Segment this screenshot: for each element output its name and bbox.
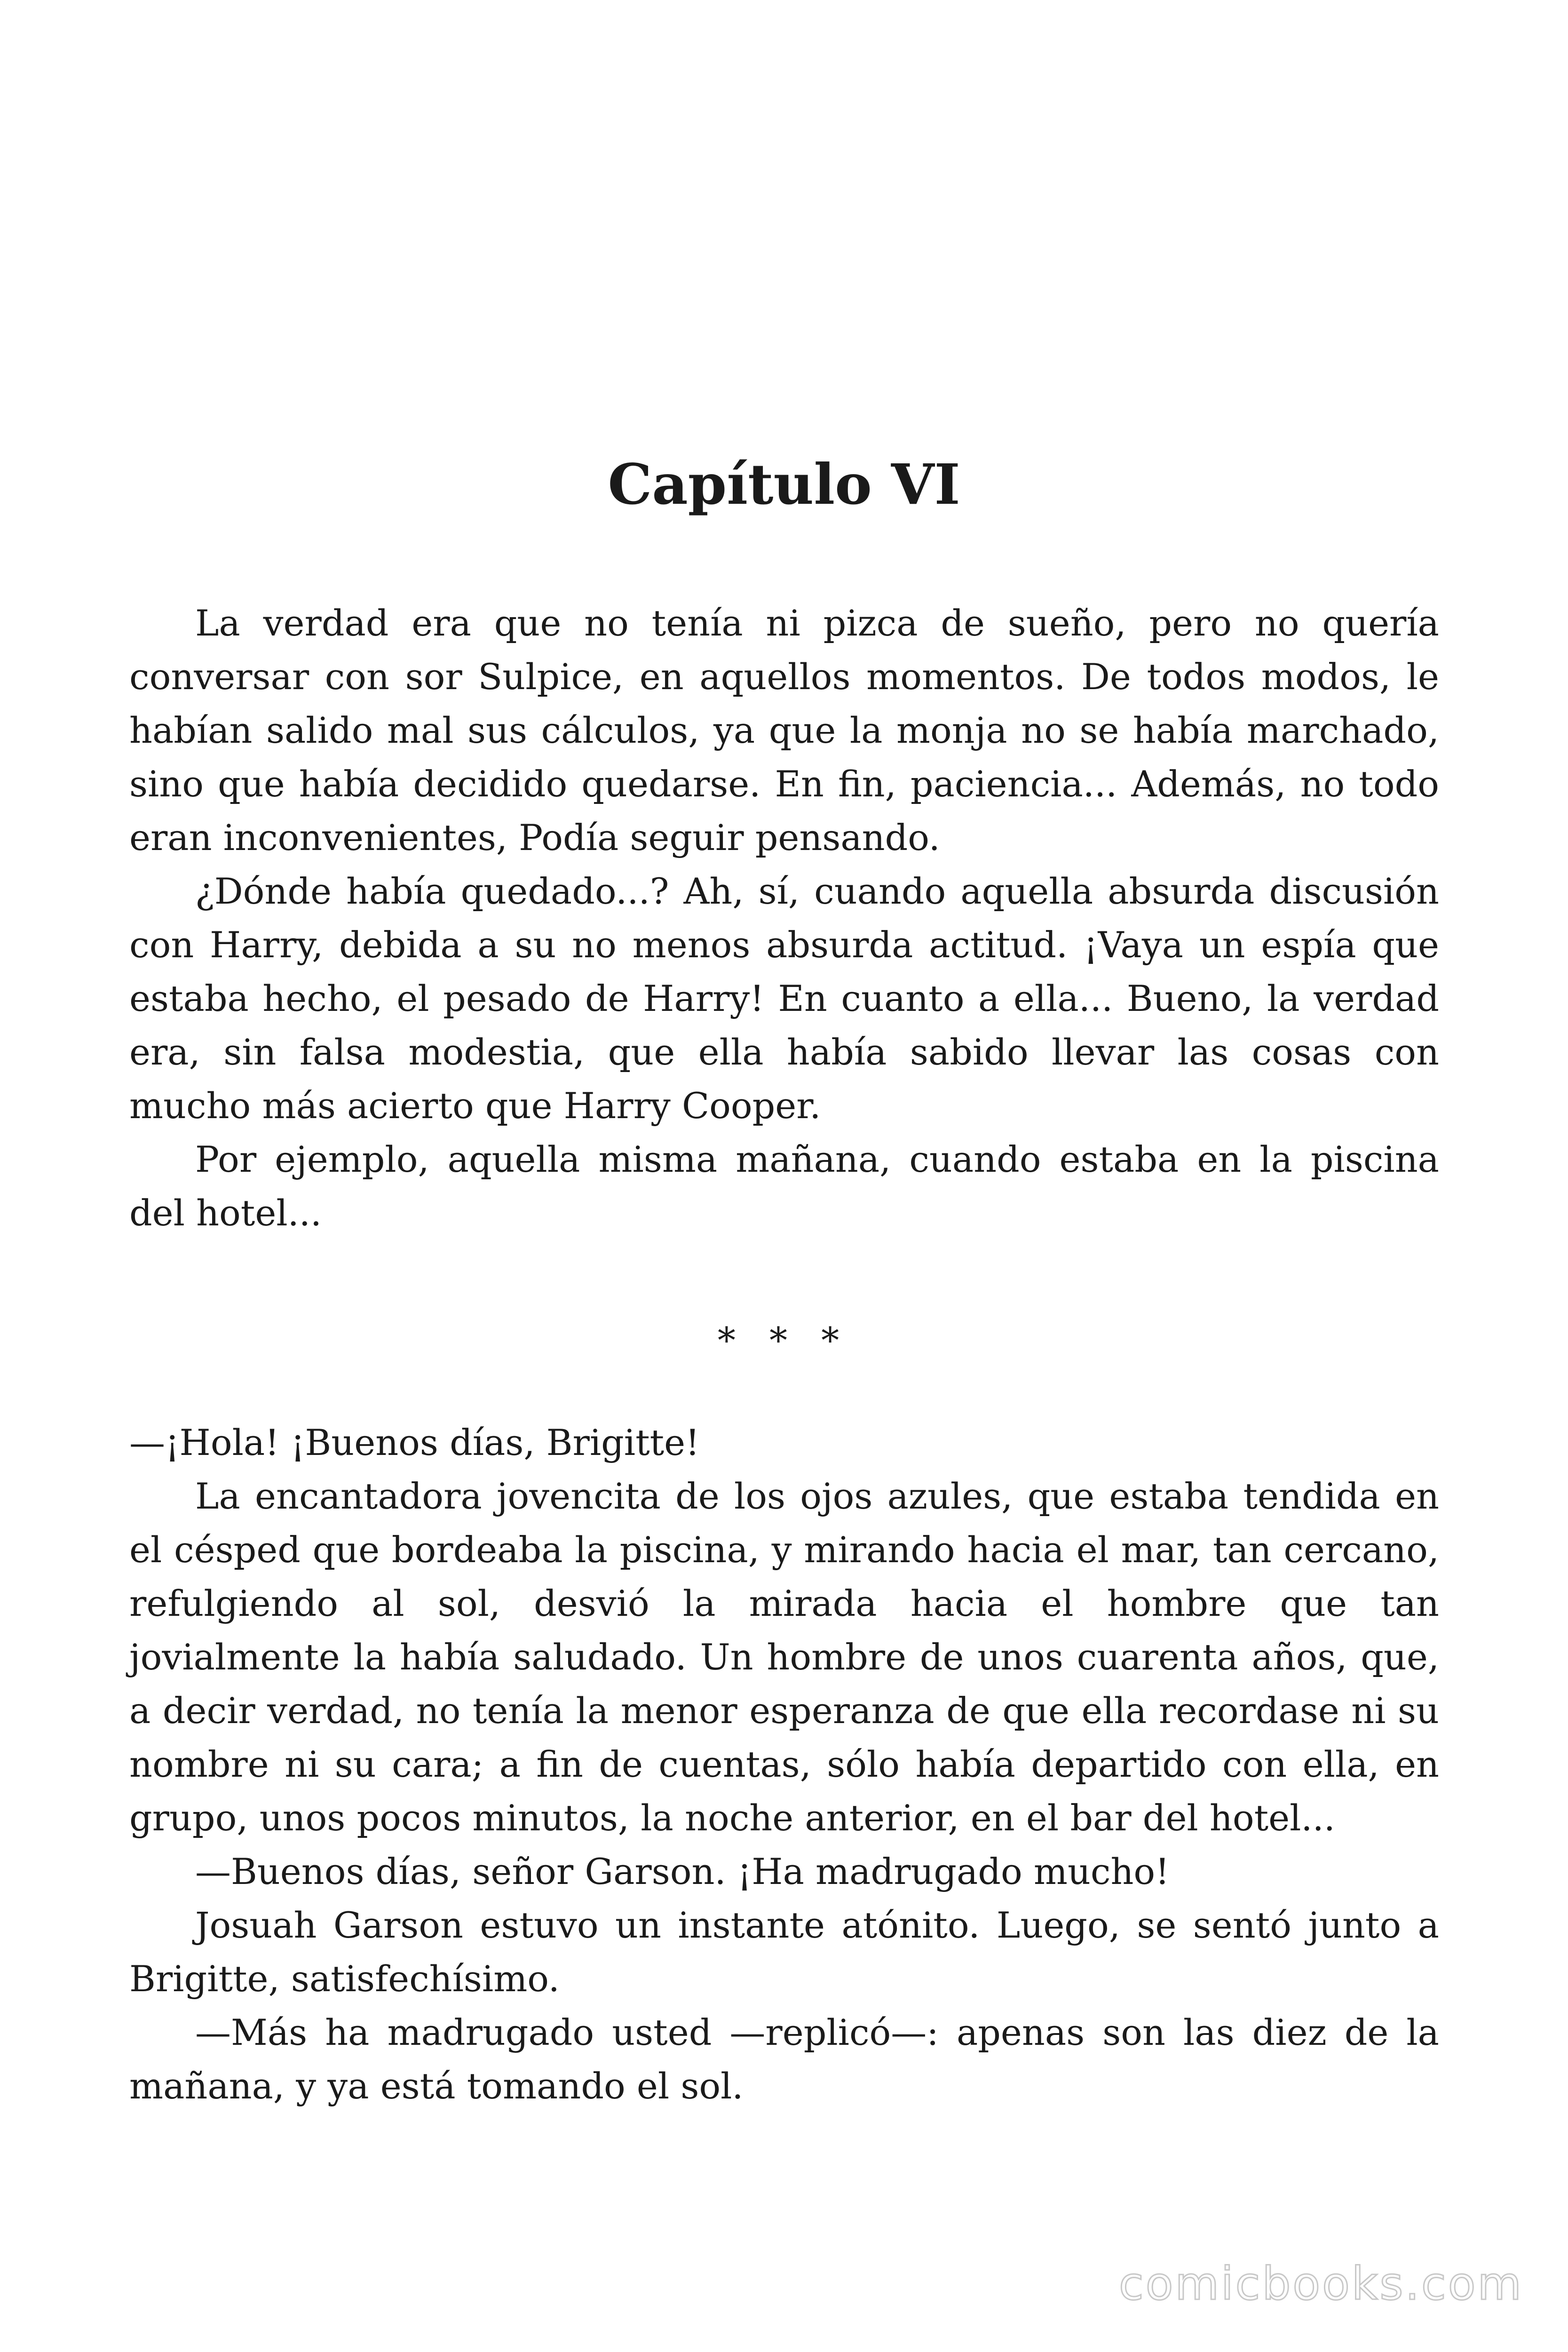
scene-break: * * * <box>717 1319 851 1361</box>
paragraph: La verdad era que no tenía ni pizca de sueño, pero no quería conversar con sor Sulpice, en aquellos momentos. De todos modos, le habían salido mal sus cálculos, ya que la monja no se había marchado, sino que había decidido quedarse. En fin, paciencia... Además, no todo eran inconvenientes, Podía seguir pensando. <box>129 602 1439 858</box>
paragraph: La encantadora jovencita de los ojos azules, que estaba tendida en el césped que bordeaba la piscina, y mirando hacia el mar, tan cercano, refulgiendo al sol, desvió la mirada hacia el hombre que tan jovialmente la había saludado. Un hombre de unos cuarenta años, que, a decir verdad, no tenía la menor esperanza de que ella recordase ni su nombre ni su cara; a fin de cuentas, sólo había departido con ella, en grupo, unos pocos minutos, la noche anterior, en el bar del hotel... <box>129 1475 1439 1839</box>
paragraph: Por ejemplo, aquella misma mañana, cuando estaba en la piscina del hotel... <box>129 1138 1439 1234</box>
section-1-text <box>129 596 1439 1240</box>
watermark-logo: comicbooks.com <box>1118 2257 1523 2310</box>
dialogue-line: —Buenos días, señor Garson. ¡Ha madrugado mucho! <box>195 1851 1170 1892</box>
section-2-text <box>129 1416 1439 2113</box>
paragraph: ¿Dónde había quedado...? Ah, sí, cuando aquella absurda discusión con Harry, debida a su no menos absurda actitud. ¡Vaya un espía que estaba hecho, el pesado de Harry! En cuanto a ella... Bueno, la verdad era, sin falsa modestia, que ella había sabido llevar las cosas con mucho más acierto que Harry Cooper. <box>129 870 1439 1127</box>
dialogue-line: —¡Hola! ¡Buenos días, Brigitte! <box>129 1422 700 1463</box>
paragraph: Josuah Garson estuvo un instante atónito. Luego, se sentó junto a Brigitte, satisfechísimo. <box>129 1904 1439 2000</box>
dialogue-line: —Más ha madrugado usted —replicó—: apenas son las diez de la mañana, y ya está tomando el sol. <box>129 2011 1439 2107</box>
chapter-title: Capítulo VI <box>608 452 960 517</box>
